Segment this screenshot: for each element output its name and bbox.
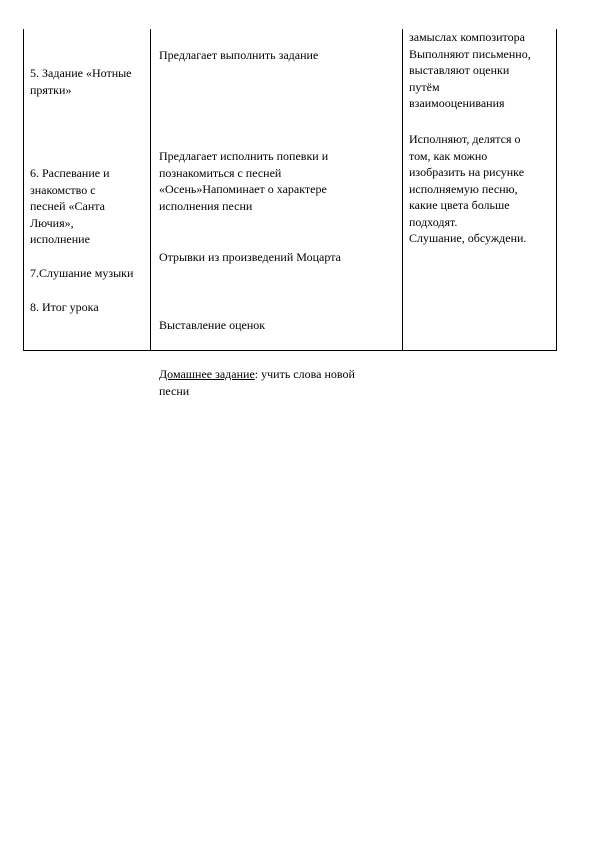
table-column-divider-2 bbox=[402, 29, 403, 351]
table-border-right bbox=[556, 29, 557, 351]
student-activity-6-7: Исполняют, делятся о том, как можно изобразить на рисунке исполняемую песню, какие цвета больше подходят. Слушание, обсуждени. bbox=[409, 132, 527, 245]
student-activity-5: замыслах композитора Выполняют письменно, выставляют оценки путём взаимооценивания bbox=[409, 30, 531, 110]
teacher-activity-8 bbox=[159, 300, 399, 399]
homework-label: Домашнее задание bbox=[159, 367, 255, 381]
stage-5-cell: 5. Задание «Нотные прятки» bbox=[30, 66, 132, 97]
teacher-activity-5: Предлагает выполнить задание bbox=[159, 48, 319, 62]
table-border-left bbox=[23, 29, 24, 351]
stage-8-cell: 8. Итог урока bbox=[30, 300, 99, 314]
stage-7-cell: 7.Слушание музыки bbox=[30, 266, 134, 280]
teacher-activity-6: Предлагает исполнить попевки и познакомиться с песней «Осень»Напоминает о характере исполнения песни bbox=[159, 149, 329, 213]
table-column-divider-1 bbox=[150, 29, 151, 351]
grading-text: Выставление оценок bbox=[159, 317, 266, 332]
homework-text: : учить слова новой песни bbox=[159, 367, 355, 398]
teacher-activity-7: Отрывки из произведений Моцарта bbox=[159, 250, 341, 264]
stage-6-cell: 6. Распевание и знакомство с песней «Санта Лючия», исполнение bbox=[30, 166, 110, 246]
lesson-plan-table bbox=[23, 29, 557, 398]
